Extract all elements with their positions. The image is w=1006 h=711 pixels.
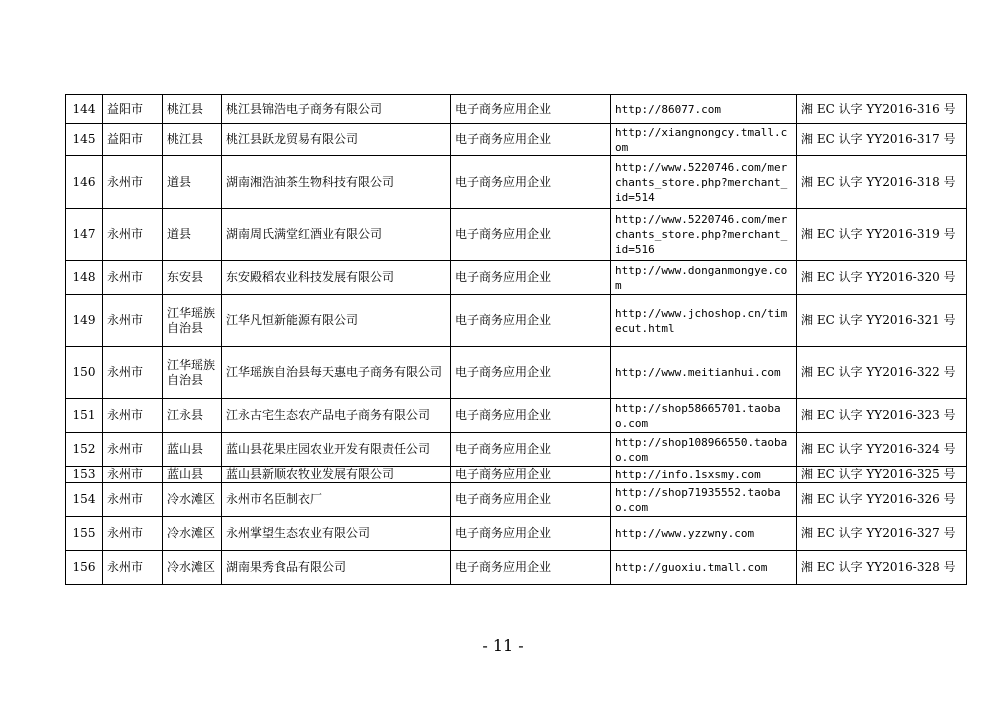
- city-cell: 永州市: [103, 156, 163, 209]
- certification-number-cell: 湘 EC 认字 YY2016-325 号: [797, 467, 967, 483]
- enterprise-table: [65, 94, 967, 585]
- table-row: [66, 517, 967, 551]
- county-cell: 冷水滩区: [163, 551, 222, 585]
- website-url-cell: http://xiangnongcy.tmall.com: [611, 124, 797, 156]
- enterprise-type-cell: 电子商务应用企业: [451, 399, 611, 433]
- row-number: 156: [66, 551, 103, 585]
- certification-number-cell: 湘 EC 认字 YY2016-318 号: [797, 156, 967, 209]
- city-cell: 永州市: [103, 517, 163, 551]
- table-row: [66, 433, 967, 467]
- enterprise-type-cell: 电子商务应用企业: [451, 295, 611, 347]
- certification-number-cell: 湘 EC 认字 YY2016-327 号: [797, 517, 967, 551]
- city-cell: 永州市: [103, 433, 163, 467]
- enterprise-type-cell: 电子商务应用企业: [451, 124, 611, 156]
- table-body: [66, 95, 967, 585]
- row-number: 150: [66, 347, 103, 399]
- row-number: 148: [66, 261, 103, 295]
- county-cell: 冷水滩区: [163, 517, 222, 551]
- county-cell: 江华瑶族自治县: [163, 347, 222, 399]
- certification-number-cell: 湘 EC 认字 YY2016-316 号: [797, 95, 967, 124]
- website-url-cell: http://86077.com: [611, 95, 797, 124]
- website-url-cell: http://shop71935552.taobao.com: [611, 483, 797, 517]
- company-name-cell: 蓝山县新顺农牧业发展有限公司: [222, 467, 451, 483]
- table-row: [66, 467, 967, 483]
- enterprise-type-cell: 电子商务应用企业: [451, 261, 611, 295]
- website-url-cell: http://www.donganmongye.com: [611, 261, 797, 295]
- table-row: [66, 551, 967, 585]
- city-cell: 永州市: [103, 261, 163, 295]
- row-number: 152: [66, 433, 103, 467]
- table-row: [66, 483, 967, 517]
- row-number: 147: [66, 209, 103, 261]
- county-cell: 冷水滩区: [163, 483, 222, 517]
- county-cell: 桃江县: [163, 124, 222, 156]
- enterprise-type-cell: 电子商务应用企业: [451, 551, 611, 585]
- table-row: [66, 156, 967, 209]
- website-url-cell: http://shop108966550.taobao.com: [611, 433, 797, 467]
- county-cell: 道县: [163, 156, 222, 209]
- company-name-cell: 湖南湘浩油茶生物科技有限公司: [222, 156, 451, 209]
- city-cell: 永州市: [103, 483, 163, 517]
- certification-number-cell: 湘 EC 认字 YY2016-323 号: [797, 399, 967, 433]
- company-name-cell: 江华瑶族自治县每天惠电子商务有限公司: [222, 347, 451, 399]
- city-cell: 永州市: [103, 467, 163, 483]
- page-number: - 11 -: [482, 636, 524, 655]
- website-url-cell: http://www.meitianhui.com: [611, 347, 797, 399]
- city-cell: 永州市: [103, 347, 163, 399]
- enterprise-type-cell: 电子商务应用企业: [451, 209, 611, 261]
- city-cell: 永州市: [103, 551, 163, 585]
- city-cell: 永州市: [103, 399, 163, 433]
- row-number: 149: [66, 295, 103, 347]
- county-cell: 江永县: [163, 399, 222, 433]
- enterprise-type-cell: 电子商务应用企业: [451, 467, 611, 483]
- row-number: 146: [66, 156, 103, 209]
- row-number: 151: [66, 399, 103, 433]
- city-cell: 益阳市: [103, 95, 163, 124]
- website-url-cell: http://www.5220746.com/merchants_store.php?merchant_id=514: [611, 156, 797, 209]
- company-name-cell: 湖南周氏满堂红酒业有限公司: [222, 209, 451, 261]
- row-number: 154: [66, 483, 103, 517]
- city-cell: 永州市: [103, 295, 163, 347]
- table-row: [66, 347, 967, 399]
- row-number: 153: [66, 467, 103, 483]
- county-cell: 蓝山县: [163, 433, 222, 467]
- company-name-cell: 永州市名臣制衣厂: [222, 483, 451, 517]
- certification-number-cell: 湘 EC 认字 YY2016-317 号: [797, 124, 967, 156]
- certification-number-cell: 湘 EC 认字 YY2016-322 号: [797, 347, 967, 399]
- county-cell: 蓝山县: [163, 467, 222, 483]
- city-cell: 永州市: [103, 209, 163, 261]
- enterprise-type-cell: 电子商务应用企业: [451, 483, 611, 517]
- company-name-cell: 桃江县锦浩电子商务有限公司: [222, 95, 451, 124]
- website-url-cell: http://guoxiu.tmall.com: [611, 551, 797, 585]
- enterprise-type-cell: 电子商务应用企业: [451, 156, 611, 209]
- row-number: 145: [66, 124, 103, 156]
- enterprise-type-cell: 电子商务应用企业: [451, 433, 611, 467]
- table-row: [66, 261, 967, 295]
- company-name-cell: 永州掌望生态农业有限公司: [222, 517, 451, 551]
- enterprise-type-cell: 电子商务应用企业: [451, 517, 611, 551]
- row-number: 155: [66, 517, 103, 551]
- certification-number-cell: 湘 EC 认字 YY2016-321 号: [797, 295, 967, 347]
- website-url-cell: http://info.1sxsmy.com: [611, 467, 797, 483]
- company-name-cell: 江华凡恒新能源有限公司: [222, 295, 451, 347]
- certification-number-cell: 湘 EC 认字 YY2016-326 号: [797, 483, 967, 517]
- enterprise-type-cell: 电子商务应用企业: [451, 95, 611, 124]
- website-url-cell: http://www.yzzwny.com: [611, 517, 797, 551]
- certification-number-cell: 湘 EC 认字 YY2016-320 号: [797, 261, 967, 295]
- certification-number-cell: 湘 EC 认字 YY2016-319 号: [797, 209, 967, 261]
- certification-number-cell: 湘 EC 认字 YY2016-328 号: [797, 551, 967, 585]
- company-name-cell: 桃江县跃龙贸易有限公司: [222, 124, 451, 156]
- county-cell: 道县: [163, 209, 222, 261]
- row-number: 144: [66, 95, 103, 124]
- website-url-cell: http://www.jchoshop.cn/timecut.html: [611, 295, 797, 347]
- table-row: [66, 124, 967, 156]
- company-name-cell: 湖南果秀食品有限公司: [222, 551, 451, 585]
- table-row: [66, 209, 967, 261]
- county-cell: 桃江县: [163, 95, 222, 124]
- company-name-cell: 蓝山县花果庄园农业开发有限责任公司: [222, 433, 451, 467]
- table-row: [66, 399, 967, 433]
- website-url-cell: http://www.5220746.com/merchants_store.php?merchant_id=516: [611, 209, 797, 261]
- table-row: [66, 295, 967, 347]
- table-row: [66, 95, 967, 124]
- county-cell: 东安县: [163, 261, 222, 295]
- company-name-cell: 东安殿稻农业科技发展有限公司: [222, 261, 451, 295]
- county-cell: 江华瑶族自治县: [163, 295, 222, 347]
- website-url-cell: http://shop58665701.taobao.com: [611, 399, 797, 433]
- city-cell: 益阳市: [103, 124, 163, 156]
- certification-number-cell: 湘 EC 认字 YY2016-324 号: [797, 433, 967, 467]
- company-name-cell: 江永古宅生态农产品电子商务有限公司: [222, 399, 451, 433]
- enterprise-type-cell: 电子商务应用企业: [451, 347, 611, 399]
